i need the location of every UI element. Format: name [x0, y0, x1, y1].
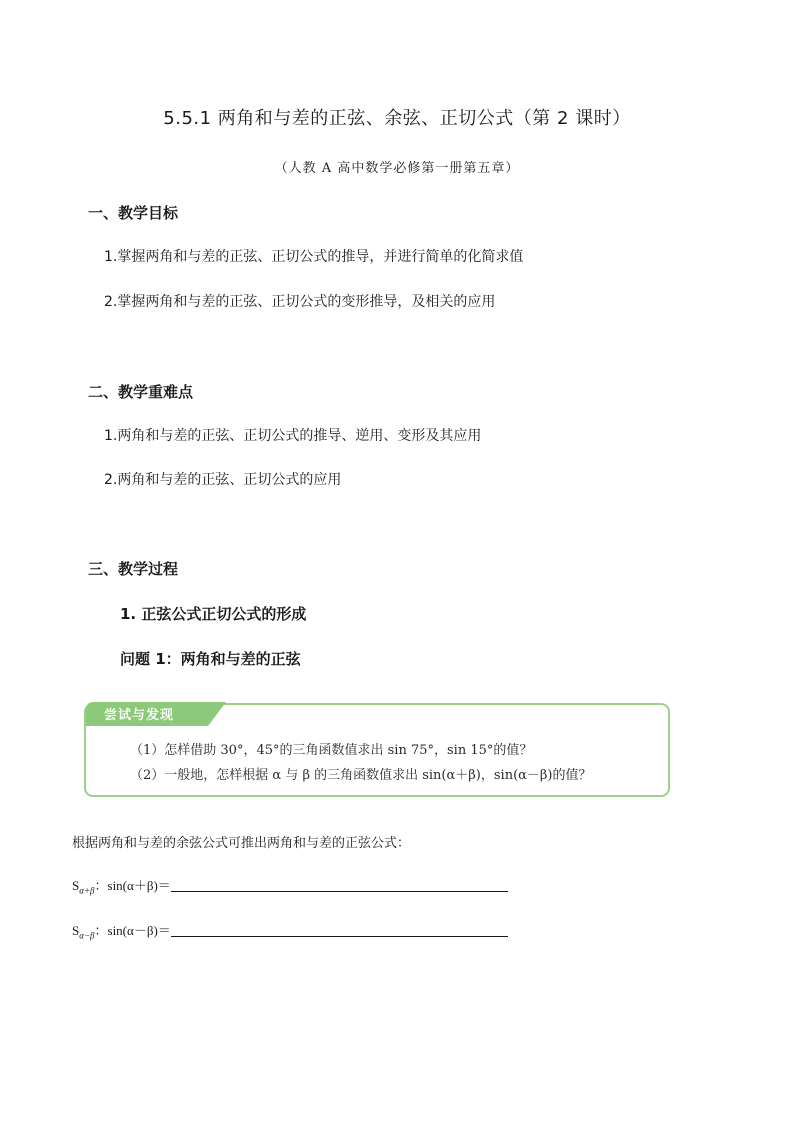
formula-difference	[72, 920, 508, 941]
answer-blank[interactable]	[171, 924, 508, 937]
page-subtitle: （人教 A 高中数学必修第一册第五章）	[274, 161, 520, 176]
formula-subscript: α−β	[79, 930, 95, 941]
formula-expression: ：sin(α－β)＝	[94, 923, 171, 938]
section-heading-process: 三、教学过程	[88, 560, 179, 578]
callout-question-2: （2）一般地，怎样根据 α 与 β 的三角函数值求出 sin(α＋β)，sin(α－β)的值？	[130, 768, 592, 783]
objective-item-2: 2.掌握两角和与差的正弦、正切公式的变形推导，及相关的应用	[104, 294, 496, 310]
section-heading-objectives: 一、教学目标	[88, 204, 179, 222]
page-title: 5.5.1 两角和与差的正弦、余弦、正切公式（第 2 课时）	[163, 108, 631, 129]
process-subheading: 1. 正弦公式正切公式的形成	[120, 605, 307, 623]
objective-item-1: 1.掌握两角和与差的正弦、正切公式的推导，并进行简单的化简求值	[104, 249, 524, 265]
answer-blank[interactable]	[171, 879, 508, 892]
formula-symbol: S	[72, 923, 80, 938]
callout-question-1: （1）怎样借助 30°，45°的三角函数值求出 sin 75°，sin 15°的值？	[130, 743, 533, 758]
formula-sum	[72, 875, 508, 896]
question-heading: 问题 1：两角和与差的正弦	[120, 650, 301, 668]
intro-text: 根据两角和与差的余弦公式可推出两角和与差的正弦公式：	[72, 836, 411, 851]
key-point-item-2: 2.两角和与差的正弦、正切公式的应用	[104, 472, 342, 488]
section-heading-key-points: 二、教学重难点	[88, 383, 194, 401]
formula-symbol: S	[72, 878, 80, 893]
formula-subscript: α+β	[79, 885, 95, 896]
formula-expression: ：sin(α＋β)＝	[94, 878, 171, 893]
key-point-item-1: 1.两角和与差的正弦、正切公式的推导、逆用、变形及其应用	[104, 428, 482, 444]
callout-tab-label: 尝试与发现	[104, 708, 175, 723]
